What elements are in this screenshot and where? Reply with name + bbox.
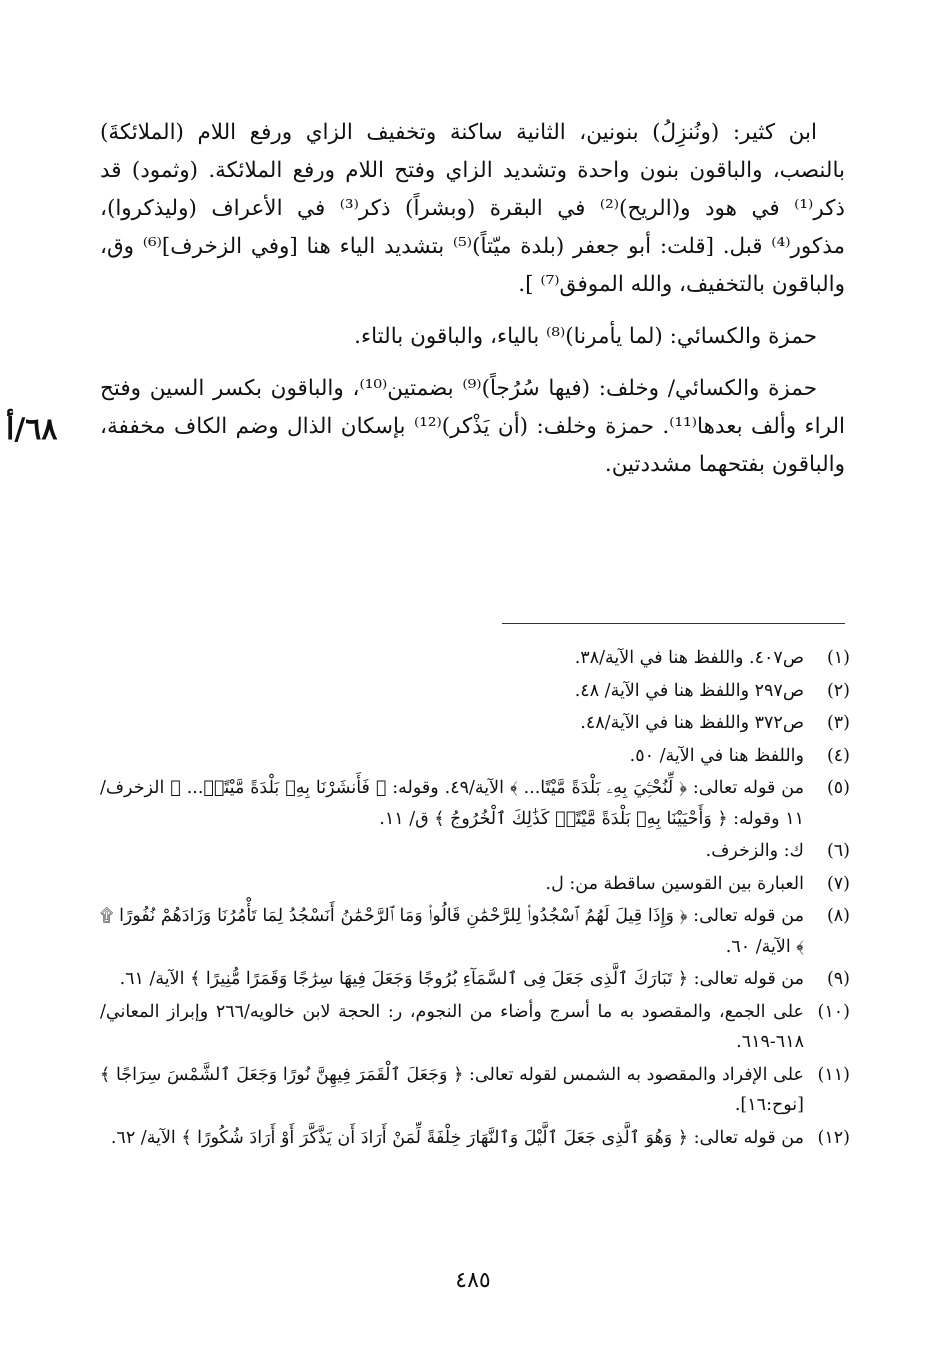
- footnote-text: العبارة بين القوسين ساقطة من: ل.: [545, 873, 804, 894]
- page-number: ٤٨٥: [455, 1268, 491, 1293]
- footnote-text: على الإفراد والمقصود به الشمس لقوله تعالى: ﴿ وَجَعَلَ ٱلْقَمَرَ فِيهِنَّ نُورًا وَجَعَلَ ٱلشَّمْسَ سِرَاجًا ﴾ [نوح:١٦].: [100, 1064, 804, 1115]
- footnote: [100, 708, 850, 739]
- footnote-number: (١): [826, 648, 850, 668]
- footnote-text: ص٣٧٢ واللفظ هنا في الآية/٤٨.: [580, 713, 804, 733]
- footnote: [100, 964, 850, 995]
- manuscript-folio-reference: ٦٨/أ: [6, 412, 58, 447]
- footnote-divider: [502, 623, 845, 624]
- footnote-number: (٦): [826, 841, 850, 861]
- footnote-number: (٣): [826, 713, 850, 733]
- footnote: [100, 869, 850, 900]
- footnotes: [100, 643, 850, 1155]
- main-paragraph: حمزة والكسائي: (لما يأمرنا)⁽⁸⁾ بالياء، والباقون بالتاء.: [354, 324, 817, 349]
- main-text: [100, 114, 845, 498]
- footnote: [100, 1060, 850, 1121]
- footnote-text: واللفظ هنا في الآية/ ٥٠.: [629, 745, 804, 766]
- footnote: [100, 773, 850, 834]
- footnote-text: من قوله تعالى: ﴿ وَهُوَ ٱلَّذِى جَعَلَ ٱلَّيْلَ وَٱلنَّهَارَ خِلْفَةً لِّمَنْ أَرَادَ أَن يَذَّكَّرَ أَوْ أَرَادَ شُكُورًا ﴾ الآية/ ٦٢.: [110, 1127, 804, 1148]
- footnote-text: من قوله تعالى: ﴿ تَبَارَكَ ٱلَّذِى جَعَلَ فِى ٱلسَّمَآءِ بُرُوجًا وَجَعَلَ فِيهَا سِرَٰجًا وَقَمَرًا مُّنِيرًا ﴾ الآية/ ٦١.: [119, 969, 804, 989]
- footnote-number: (١١): [817, 1064, 850, 1085]
- footnote-number: (٤): [826, 745, 850, 766]
- footnote: [100, 741, 850, 772]
- footnote-number: (٥): [826, 778, 850, 798]
- footnote: [100, 901, 850, 962]
- footnote-text: ك: والزخرف.: [705, 841, 804, 861]
- footnote-text: من قوله تعالى: ﴿ وَإِذَا قِيلَ لَهُمُ ٱسْجُدُوا۟ لِلرَّحْمَٰنِ قَالُوا۟ وَمَا ٱلرَّحْمَٰنُ أَنَسْجُدُ لِمَا تَأْمُرُنَا وَزَادَهُمْ نُفُورًا ۩ ﴾ الآية/ ٦٠.: [100, 906, 804, 957]
- footnote-text: على الجمع، والمقصود به ما أسرج وأضاء من النجوم، ر: الحجة لابن خالويه/٢٦٦ وإبراز المعاني/٦١٨-٦١٩.: [100, 1001, 804, 1052]
- footnote-number: (٨): [826, 906, 850, 926]
- footnote-number: (٧): [826, 873, 850, 894]
- footnote-text: من قوله تعالى: ﴿ لِّنُحْـِۧيَ بِهِۦ بَلْدَةً مَّيْتًا... ﴾ الآية/٤٩. وقوله: ﴿ فَأَنشَرْنَا بِهِۦ بَلْدَةً مَّيْتًاۚ... ﴾ الزخرف/١١ وقوله: ﴿ وَأَحْيَيْنَا بِهِۦ بَلْدَةً مَّيْتًاۚ كَذَٰلِكَ ٱلْخُرُوجُ ﴾ ق/ ١١.: [100, 778, 804, 829]
- footnote: [100, 997, 850, 1058]
- footnote-text: ص٤٠٧. واللفظ هنا في الآية/٣٨.: [574, 648, 804, 668]
- footnote: [100, 676, 850, 707]
- footnote-number: (١٠): [817, 1001, 850, 1022]
- main-paragraph: حمزة والكسائي/ وخلف: (فيها سُرُجاً)⁽⁹⁾ بضمتين⁽¹⁰⁾، والباقون بكسر السين وفتح الراء وألف بعدها⁽¹¹⁾. حمزة وخلف: (أن يَذْكر)⁽¹²⁾ بإسكان الذال وضم الكاف مخففة، والباقون بفتحهما مشددتين.: [100, 376, 845, 477]
- footnote: [100, 836, 850, 867]
- footnote: [100, 643, 850, 674]
- footnote-number: (١٢): [817, 1127, 850, 1148]
- footnote-number: (٢): [826, 680, 850, 701]
- footnote-text: ص٢٩٧ واللفظ هنا في الآية/ ٤٨.: [574, 680, 804, 701]
- main-paragraph: ابن كثير: (ونُنزِلُ) بنونين، الثانية ساكنة وتخفيف الزاي ورفع اللام (الملائكةَ) بالنصب، والباقون بنون واحدة وتشديد الزاي وفتح اللام ورفع الملائكة. (وثمود) قد ذكر⁽¹⁾ في هود و(الريح)⁽²⁾ في البقرة (وبشراً) ذكر⁽³⁾ في الأعراف (وليذكروا)، مذكور⁽⁴⁾ قبل. [قلت: أبو جعفر (بلدة ميّتاً)⁽⁵⁾ بتشديد الياء هنا [وفي الزخرف]⁽⁶⁾ وق، والباقون بالتخفيف، والله الموفق⁽⁷⁾ ].: [100, 120, 845, 297]
- footnote-number: (٩): [826, 969, 850, 989]
- footnote: [100, 1123, 850, 1154]
